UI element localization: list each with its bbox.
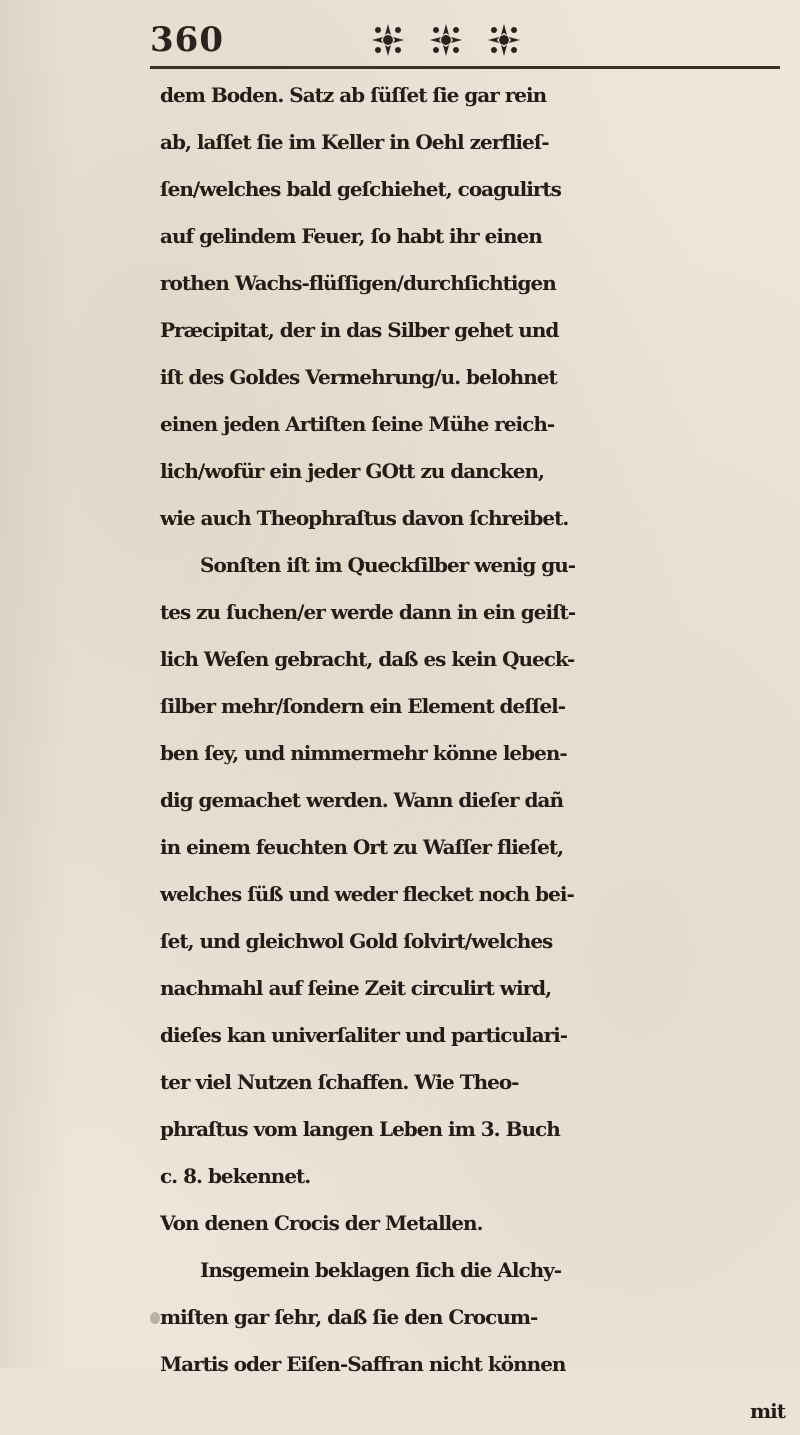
text-line: Insgemein beklagen ſich die Alchy-: [200, 1258, 562, 1282]
page-header: [150, 18, 790, 66]
page-gutter-shadow: [0, 0, 70, 1368]
text-line: auf gelindem Feuer, ſo habt ihr einen: [160, 224, 542, 248]
text-line: miſten gar ſehr, daß ſie den Crocum-: [160, 1305, 538, 1329]
text-line: tes zu ſuchen/er werde dann in ein geiſt-: [160, 600, 576, 624]
header-rule: [150, 66, 780, 69]
text-line: Martis oder Eiſen-Saffran nicht können: [160, 1352, 566, 1376]
text-line: dieſes kan univerſaliter und particulari-: [160, 1023, 568, 1047]
text-line: welches ſüß und weder flecket noch bei-: [160, 882, 574, 906]
header-ornaments: [370, 18, 570, 62]
text-line: ſilber mehr/ſondern ein Element deſſel-: [160, 694, 566, 718]
text-line: c. 8. bekennet.: [160, 1164, 311, 1188]
text-line: Sonſten iſt im Queckſilber wenig gu-: [200, 553, 576, 577]
text-line: in einem feuchten Ort zu Waſſer flieſet,: [160, 835, 564, 859]
fleuron-icon: [428, 22, 464, 58]
text-line: lich Weſen gebracht, daß es kein Queck-: [160, 647, 575, 671]
fleuron-icon: [486, 22, 522, 58]
text-line: wie auch Theophraſtus davon ſchreibet.: [160, 506, 569, 530]
text-line: rothen Wachs-flüſſigen/durchſichtigen: [160, 271, 556, 295]
text-line: ter viel Nutzen ſchaffen. Wie Theo-: [160, 1070, 519, 1094]
text-line: Præcipitat, der in das Silber gehet und: [160, 318, 559, 342]
text-line: ſen/welches bald geſchiehet, coagulirts: [160, 177, 561, 201]
text-line: nachmahl auf ſeine Zeit circulirt wird,: [160, 976, 552, 1000]
text-line: dig gemachet werden. Wann dieſer dañ: [160, 788, 564, 812]
text-line: iſt des Goldes Vermehrung/u. belohnet: [160, 365, 557, 389]
text-line: ſet, und gleichwol Gold ſolvirt/welches: [160, 929, 553, 953]
text-line: ben ſey, und nimmermehr könne leben-: [160, 741, 567, 765]
text-line: phraſtus vom langen Leben im 3. Buch: [160, 1117, 560, 1141]
text-line: einen jeden Artiſten ſeine Mühe reich-: [160, 412, 555, 436]
ink-spot: [150, 1312, 160, 1324]
text-line: dem Boden. Satz ab ſüſſet ſie gar rein: [160, 83, 547, 107]
text-line: lich/wofür ein jeder GOtt zu dancken,: [160, 459, 544, 483]
page-number: 360: [150, 20, 224, 60]
body-text: [160, 72, 795, 1435]
fleuron-icon: [370, 22, 406, 58]
section-heading: Von denen Crocis der Metallen.: [160, 1211, 483, 1235]
catchword: mit: [750, 1399, 785, 1423]
text-line: ab, laſſet ſie im Keller in Oehl zerflieſ-: [160, 130, 549, 154]
